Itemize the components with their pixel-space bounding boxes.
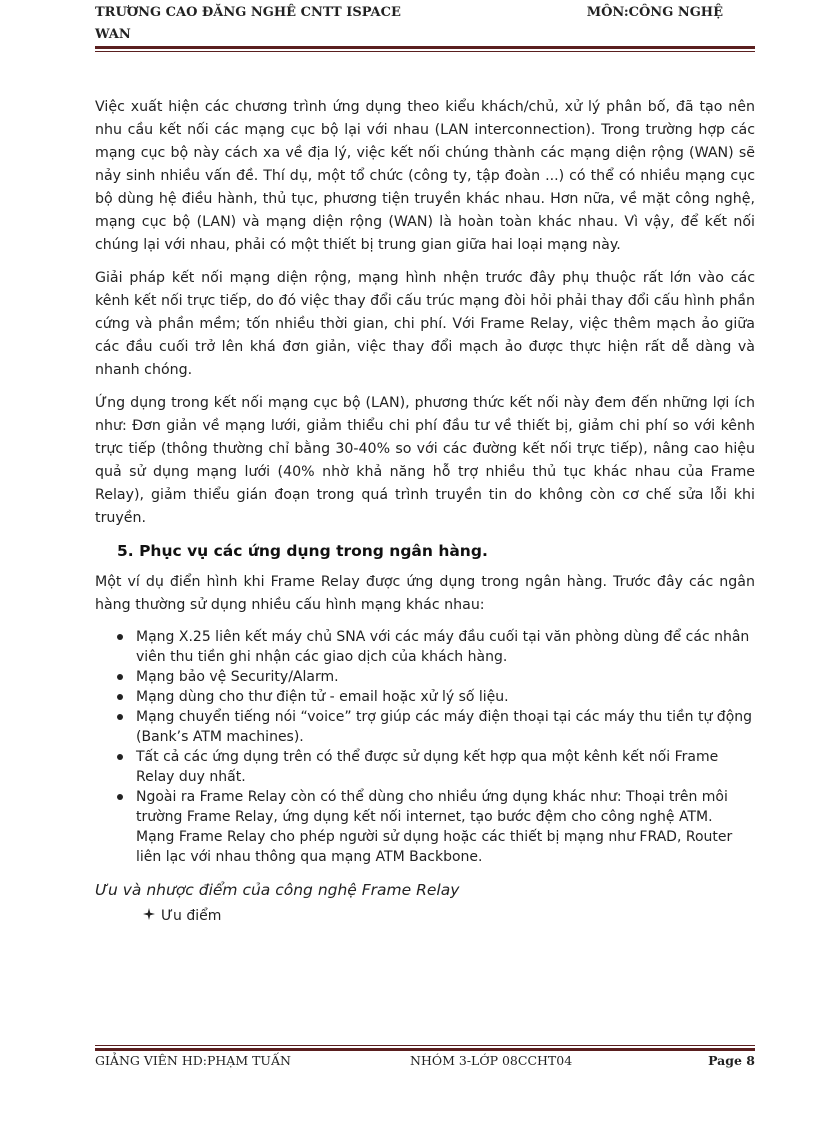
list-item: Mạng X.25 liên kết máy chủ SNA với các máy đầu cuối tại văn phòng dùng để các nhân viên thu tiền ghi nhận các giao dịch của khách hàng. bbox=[117, 627, 755, 667]
header-rule bbox=[95, 46, 755, 52]
section-heading: 5. Phục vụ các ứng dụng trong ngân hàng. bbox=[117, 542, 488, 560]
list-item: Mạng dùng cho thư điện tử - email hoặc xử lý số liệu. bbox=[117, 687, 755, 707]
paragraph-2: Giải pháp kết nối mạng diện rộng, mạng hình nhện trước đây phụ thuộc rất lớn vào các kênh kết nối trực tiếp, do đó việc thay đổi cấu trúc mạng đòi hỏi phải thay đổi cấu hình phần cứng và phần mềm; tốn nhiều thời gian, chi phí. Với Frame Relay, việc thêm mạch ảo giữa các đầu cuối trở lên khá đơn giản, việc thay đổi mạch ảo được thực hiện rất dễ dàng và nhanh chóng. bbox=[95, 270, 755, 378]
page-body bbox=[95, 96, 755, 926]
subject-name-cont: WAN bbox=[95, 27, 131, 42]
bullet-icon bbox=[117, 694, 123, 700]
list-item: Tất cả các ứng dụng trên có thể được sử dụng kết hợp qua một kênh kết nối Frame Relay duy nhất. bbox=[117, 747, 755, 787]
school-name: TRƯƠNG CAO ĐĂNG NGHÊ CNTT ISPACE bbox=[95, 5, 401, 20]
bullet-icon bbox=[117, 714, 123, 720]
paragraph-3: Ứng dụng trong kết nối mạng cục bộ (LAN), phương thức kết nối này đem đến những lợi ích như: Đơn giản về mạng lưới, giảm thiểu chi phí đầu tư về thiết bị, giảm chi phí so với kênh trực tiếp (thông thường chỉ bằng 30-40% so với các đường kết nối trực tiếp), nâng cao hiệu quả sử dụng mạng lưới (40% nhờ khả năng hỗ trợ nhiều thủ tục khác nhau của Frame Relay), giảm thiểu gián đoạn trong quá trình truyền tin do không còn cơ chế sửa lỗi khi truyền. bbox=[95, 395, 755, 526]
list-item: Ngoài ra Frame Relay còn có thể dùng cho nhiều ứng dụng khác như: Thoại trên môi trường Frame Relay, ứng dụng kết nối internet, tạo bước đệm cho công nghệ ATM. Mạng Frame Relay cho phép người sử dụng hoặc các thiết bị mạng như FRAD, Router liên lạc với nhau thông qua mạng ATM Backbone. bbox=[117, 787, 755, 867]
subject-name: MÔN:CÔNG NGHỆ bbox=[586, 5, 723, 20]
page-number: Page 8 bbox=[708, 1053, 755, 1068]
pros-item bbox=[95, 906, 755, 926]
bullet-icon bbox=[117, 674, 123, 680]
pros-cons-heading: Ưu và nhược điểm của công nghệ Frame Relay bbox=[95, 881, 460, 899]
paragraph-1: Việc xuất hiện các chương trình ứng dụng theo kiểu khách/chủ, xử lý phân bố, đã tạo nên nhu cầu kết nối các mạng cục bộ lại với nhau (LAN interconnection). Trong trường hợp các mạng cục bộ này cách xa về địa lý, việc kết nối chúng thành các mạng diện rộng (WAN) sẽ nảy sinh nhiều vấn đề. Thí dụ, một tổ chức (công ty, tập đoàn ...) có thể có nhiều mạng cục bộ dùng hệ điều hành, thủ tục, phương tiện truyền khác nhau. Hơn nữa, về mặt công nghệ, mạng cục bộ (LAN) và mạng diện rộng (WAN) là hoàn toàn khác nhau. Vì vậy, để kết nối chúng lại với nhau, phải có một thiết bị trung gian giữa hai loại mạng này. bbox=[95, 99, 755, 253]
group-name: NHÓM 3-LỚP 08CCHT04 bbox=[410, 1053, 573, 1068]
list-item: Mạng chuyển tiếng nói “voice” trợ giúp các máy điện thoại tại các máy thu tiền tự động (Bank’s ATM machines). bbox=[117, 707, 755, 747]
pros-label: Ưu điểm bbox=[161, 908, 222, 924]
section-intro: Một ví dụ điển hình khi Frame Relay được ứng dụng trong ngân hàng. Trước đây các ngân hàng thường sử dụng nhiều cấu hình mạng khác nhau: bbox=[95, 574, 755, 613]
bullet-list bbox=[95, 627, 755, 867]
list-item: Mạng bảo vệ Security/Alarm. bbox=[117, 667, 755, 687]
footer-rule bbox=[95, 1045, 755, 1051]
bullet-icon bbox=[117, 634, 123, 640]
teacher-name: GIẢNG VIÊN HD:PHẠM TUẤN bbox=[95, 1053, 291, 1068]
bullet-icon bbox=[117, 794, 123, 800]
bullet-icon bbox=[117, 754, 123, 760]
diamond-bullet-icon bbox=[143, 908, 155, 920]
